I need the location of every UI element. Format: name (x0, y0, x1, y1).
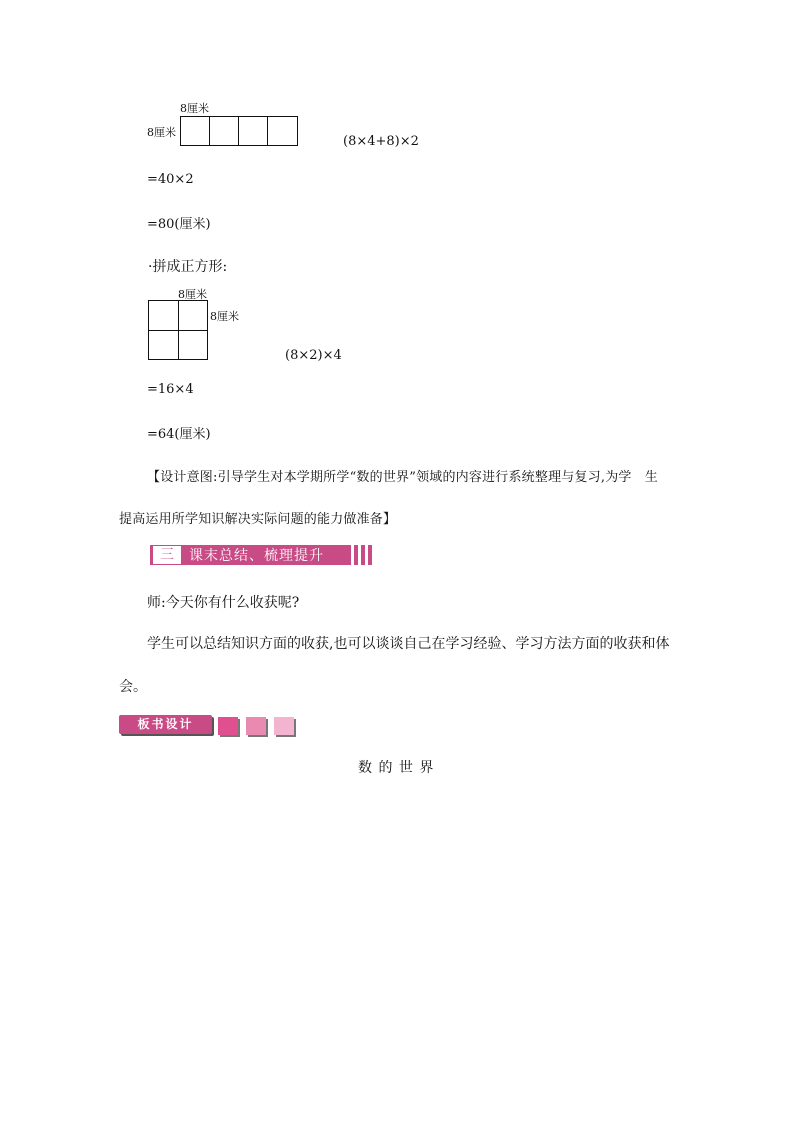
teacher-question: 师:今天你有什么收获呢? (147, 595, 300, 611)
design-intent-line1: 【设计意图:引导学生对本学期所学“数的世界”领域的内容进行系统整理与复习,为学 生 (147, 470, 659, 485)
section-title: 课末总结、梳理提升 (189, 548, 324, 564)
calc2-step1: =16×4 (147, 382, 194, 397)
square-cell (148, 300, 179, 331)
strip-square (209, 116, 239, 146)
section-banner (150, 545, 372, 565)
square-cell (148, 330, 179, 360)
square-cell (178, 330, 208, 360)
badge-square (218, 717, 238, 735)
figure2-side-label: 8厘米 (210, 310, 239, 323)
strip-square (267, 116, 298, 146)
badge-square (246, 717, 266, 735)
strip-square (238, 116, 268, 146)
board-title: 数 的 世 界 (358, 760, 435, 776)
figure1-top-label: 8厘米 (180, 102, 209, 115)
design-intent-line2: 提高运用所学知识解决实际问题的能力做准备】 (119, 512, 397, 527)
calc2-step2: =64(厘米) (147, 427, 211, 442)
student-answer-line1: 学生可以总结知识方面的收获,也可以谈谈自己在学习经验、学习方法方面的收获和体 (147, 636, 670, 652)
board-design-badge: 板书设计 (119, 715, 212, 734)
figure1-side-label: 8厘米 (147, 126, 176, 139)
badge-square (274, 717, 294, 735)
figure2-top-label: 8厘米 (178, 288, 207, 301)
square-heading: ·拼成正方形: (148, 259, 228, 275)
figure2-formula: (8×2)×4 (285, 348, 342, 363)
square-cell (178, 300, 208, 331)
figure1-formula: (8×4+8)×2 (343, 134, 419, 149)
section-number: 三 (153, 546, 181, 564)
student-answer-line2: 会。 (119, 679, 147, 695)
calc1-step2: =80(厘米) (147, 217, 211, 232)
banner-stripes (351, 545, 368, 565)
calc1-step1: =40×2 (147, 172, 194, 187)
strip-square (180, 116, 210, 146)
